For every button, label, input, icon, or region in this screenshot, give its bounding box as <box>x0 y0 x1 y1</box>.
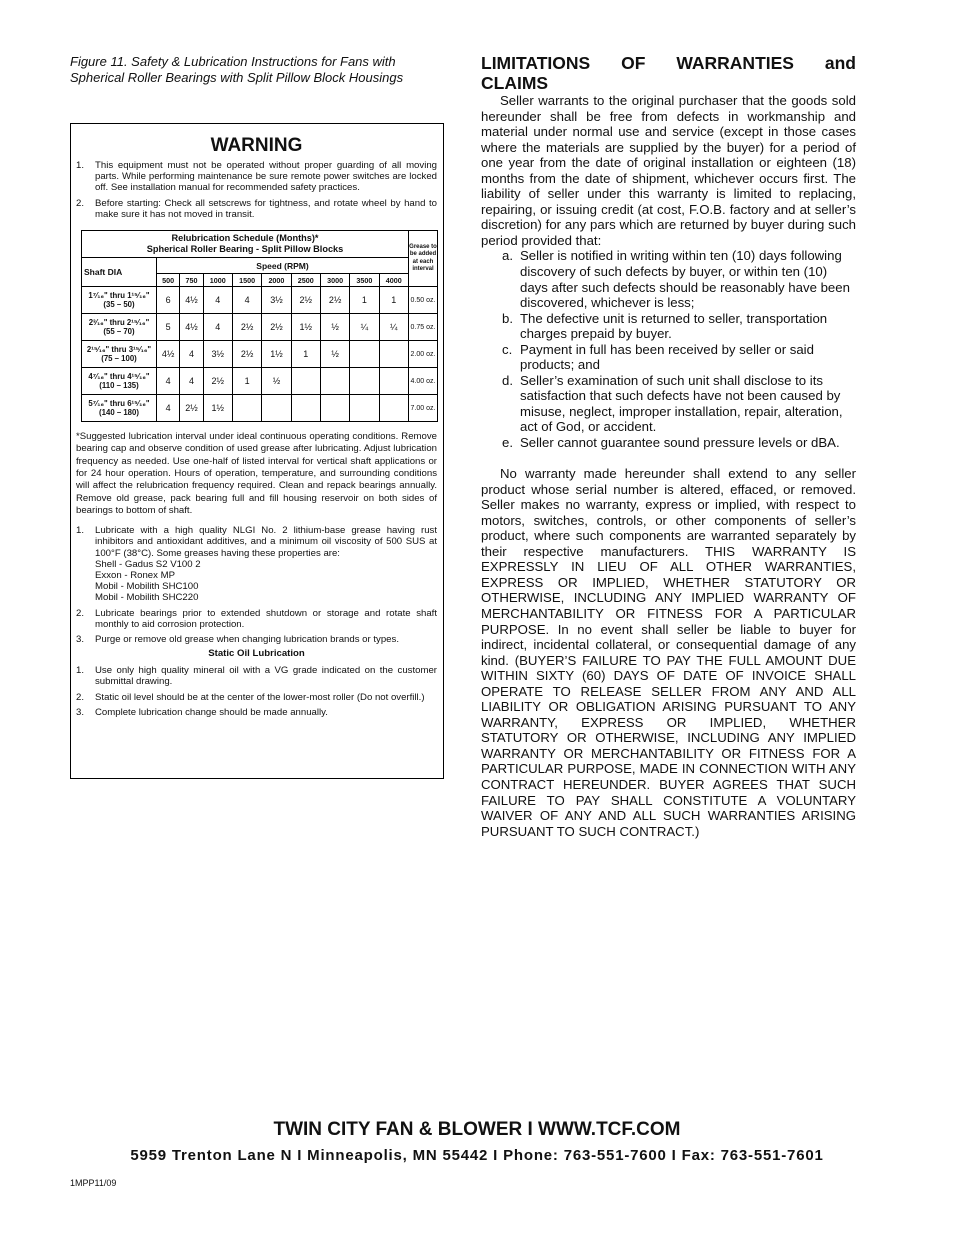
interval-cell: ¼ <box>350 314 379 341</box>
interval-cell: 2½ <box>262 314 291 341</box>
interval-cell <box>320 395 349 422</box>
warning-item: 2. Before starting: Check all setscrews for tightness, and rotate wheel by hand to make sure it has not moved in transit. <box>76 197 437 220</box>
interval-cell: 3½ <box>262 287 291 314</box>
grease-amount-cell: 4.00 oz. <box>409 368 438 395</box>
document-code: 1MPP11/09 <box>70 1178 117 1188</box>
rpm-cell: 750 <box>180 274 203 287</box>
interval-cell: 3½ <box>203 341 232 368</box>
table-row <box>82 314 438 341</box>
rpm-cell: 1500 <box>232 274 261 287</box>
shaft-dia-cell: 4⁷⁄₁₆" thru 4¹⁵⁄₁₆" (110 – 135) <box>82 368 157 395</box>
interval-cell: 4 <box>180 341 203 368</box>
footer-company: TWIN CITY FAN & BLOWER I WWW.TCF.COM <box>273 1119 681 1140</box>
shaft-dia-header: Shaft DIA <box>82 258 157 287</box>
interval-cell <box>350 395 379 422</box>
interval-cell: 1½ <box>203 395 232 422</box>
grease-header: Grease to be added at each interval <box>409 231 438 287</box>
interval-cell: ¼ <box>379 314 408 341</box>
limitations-section <box>481 53 856 839</box>
interval-cell: 4½ <box>180 314 203 341</box>
static-oil-list <box>76 665 437 718</box>
interval-cell: 4½ <box>180 287 203 314</box>
interval-cell <box>320 368 349 395</box>
interval-cell <box>350 341 379 368</box>
interval-cell: 1½ <box>262 341 291 368</box>
shaft-dia-cell: 2³⁄₁₆" thru 2¹⁵⁄₁₆" (55 – 70) <box>82 314 157 341</box>
rpm-cell: 2000 <box>262 274 291 287</box>
rpm-cell: 1000 <box>203 274 232 287</box>
interval-cell: 1½ <box>291 314 320 341</box>
rpm-cell: 3000 <box>320 274 349 287</box>
interval-cell: 4½ <box>157 341 180 368</box>
warning-item: 1. This equipment must not be operated without proper guarding of all moving parts. While performing maintenance be sure remote power switches are locked off. See installation manual for recommended safety practices. <box>76 160 437 194</box>
lube-item: 2. Lubricate bearings prior to extended shutdown or storage and rotate shaft monthly to aid corrosion protection. <box>76 607 437 630</box>
interval-cell: 5 <box>157 314 180 341</box>
rpm-cell: 3500 <box>350 274 379 287</box>
relubrication-table <box>81 230 438 422</box>
grease-amount-cell: 2.00 oz. <box>409 341 438 368</box>
condition-item: b. The defective unit is returned to seller, transportation charges prepaid by buyer. <box>502 310 828 342</box>
warranty-conditions <box>502 248 856 450</box>
table-row <box>82 341 438 368</box>
interval-cell: 2½ <box>320 287 349 314</box>
limitations-title: LIMITATIONS OF WARRANTIES and CLAIMS <box>481 53 856 93</box>
grease-amount-cell: 7.00 oz. <box>409 395 438 422</box>
static-oil-item: 3. Complete lubrication change should be made annually. <box>76 706 328 718</box>
condition-item: e. Seller cannot guarantee sound pressure levels or dBA. <box>502 435 840 451</box>
interval-cell: 1 <box>350 287 379 314</box>
warning-title: WARNING <box>210 135 303 156</box>
interval-cell: 4 <box>157 368 180 395</box>
static-oil-heading: Static Oil Lubrication <box>208 648 305 660</box>
shaft-dia-cell: 5⁷⁄₁₆" thru 6¹⁵⁄₁₆" (140 – 180) <box>82 395 157 422</box>
warranty-disclaimer: No warranty made hereunder shall extend to any seller product whose serial number is altered, effaced, or removed. Seller makes no warranty, express or implied, with respect to motors, switches, controls, or other components of seller’s product, where such components are warranted separately by their respective manufacturers. THIS WARRANTY IS EXPRESSLY IN LIEU OF ALL OTHER WARRANTIES, EXPRESS OR IMPLIED, WHETHER STATUTORY OR OTHERWISE, INCLUDING ANY IMPLIED WARRANTY OF MERCHANTABILITY OR FITNESS FOR A PARTICULAR PURPOSE. In no event shall seller be liable to buyer for indirect, incidental collateral, or consequential damage of any kind. (BUYER’S FAILURE TO PAY THE FULL AMOUNT DUE WITHIN SIXTY (60) DAYS OF DATE OF INVOICE SHALL OPERATE TO RELEASE SELLER FROM ANY AND ALL LIABILITY OR OBLIGATION ARISING PURSUANT TO ANY WARRANTY, EXPRESS OR IMPLIED, WHETHER STATUTORY OR OTHERWISE, INCLUDING ANY IMPLIED WARRANTY OR MERCHANTABILITY OR FITNESS FOR A PARTICULAR PURPOSE, MADE IN CONNECTION WITH ANY CONTRACT HEREUNDER. BUYER AGREES THAT SUCH FAILURE TO PAY SHALL CONSTITUTE A VOLUNTARY WAIVER OF ANY AND ALL SUCH WARRANTIES ARISING PURSUANT TO SUCH CONTRACT.) <box>481 466 856 839</box>
interval-cell: 2½ <box>232 341 261 368</box>
interval-cell: 4 <box>232 287 261 314</box>
warning-box <box>70 123 444 779</box>
interval-cell <box>232 395 261 422</box>
interval-cell: 4 <box>203 287 232 314</box>
table-row <box>82 395 438 422</box>
figure-caption: Figure 11. Safety & Lubrication Instructions for Fans with Spherical Roller Bearings with Split Pillow Block Housings <box>70 54 404 85</box>
interval-cell: 4 <box>203 314 232 341</box>
interval-cell <box>379 341 408 368</box>
table-title: Relubrication Schedule (Months)* Spherical Roller Bearing - Split Pillow Blocks <box>82 231 409 258</box>
table-row <box>82 287 438 314</box>
shaft-dia-cell: 2¹⁵⁄₁₆" thru 3¹⁵⁄₁₆" (75 – 100) <box>82 341 157 368</box>
interval-cell <box>262 395 291 422</box>
table-row <box>82 368 438 395</box>
static-oil-item: 2. Static oil level should be at the center of the lower-most roller (Do not overfill.) <box>76 691 425 703</box>
lube-item: 1. Lubricate with a high quality NLGI No. 2 lithium-base grease having rust inhibitors and antioxidant additives, and a minimum oil viscosity of 500 SUS at 100°F (38°C). Some greases having these properties are: Shell - Gadus S2 V100 2 Exxon - Ronex MP Mobil - Mobilith SHC100 Mobil - Mobilith SHC220 <box>76 525 437 604</box>
shaft-dia-cell: 1⁷⁄₁₆" thru 1¹⁵⁄₁₆" (35 – 50) <box>82 287 157 314</box>
rpm-cell: 4000 <box>379 274 408 287</box>
rpm-cell: 500 <box>157 274 180 287</box>
interval-cell: ½ <box>320 314 349 341</box>
interval-cell <box>291 368 320 395</box>
grease-list: Shell - Gadus S2 V100 2 Exxon - Ronex MP Mobil - Mobilith SHC100 Mobil - Mobilith SHC220 <box>95 558 201 604</box>
lube-item: 3. Purge or remove old grease when changing lubrication brands or types. <box>76 633 399 645</box>
condition-item: d. Seller’s examination of such unit shall disclose to its satisfaction that such defects have not been caused by misuse, neglect, improper installation, repair, alteration, act of God, or accident. <box>502 372 843 435</box>
static-oil-item: 1. Use only high quality mineral oil with a VG grade indicated on the customer submittal drawing. <box>76 665 437 688</box>
interval-cell <box>379 395 408 422</box>
grease-amount-cell: 0.50 oz. <box>409 287 438 314</box>
interval-cell: ½ <box>262 368 291 395</box>
warranty-intro: Seller warrants to the original purchaser that the goods sold hereunder shall be free from defects in workmanship and material under normal use and service (except in those cases where the materials are supplied by the buyer) for a period of one year from the date of original installation or eighteen (18) months from the date of shipment, whichever occurs first. The liability of seller under this warranty is limited to replacing, repairing, or issuing credit (at cost, F.O.B. factory and at seller’s discretion) for any pars which are returned by buyer during such period provided that: <box>481 93 856 248</box>
interval-cell: 2½ <box>180 395 203 422</box>
condition-item: a. Seller is notified in writing within ten (10) days following discovery of such defects by buyer, or within ten (10) days after such defects should be reasonably have been discovered, whichever is less; <box>502 248 850 311</box>
interval-cell <box>350 368 379 395</box>
interval-cell: 1 <box>291 341 320 368</box>
interval-cell: 1 <box>379 287 408 314</box>
interval-cell: ½ <box>320 341 349 368</box>
condition-item: c. Payment in full has been received by seller or said products; and <box>502 341 814 373</box>
interval-cell: 4 <box>157 395 180 422</box>
warning-list <box>76 160 437 220</box>
interval-cell: 1 <box>232 368 261 395</box>
footnote: *Suggested lubrication interval under ideal continuous operating conditions. Remove bearing cap and observe condition of used grease after lubricating. Adjust lubrication frequency as needed. Use one-half of listed interval for vertical shaft applications or for 24 hour operation. Hours of operation, temperature, and surrounding conditions will affect the relubrication frequency required. Clean and repack bearings annually. Remove old grease, pack bearing full and fill housing reservoir on both sides of bearings to bottom of shaft. <box>76 431 437 516</box>
interval-cell <box>379 368 408 395</box>
lubrication-list <box>76 525 437 645</box>
grease-amount-cell: 0.75 oz. <box>409 314 438 341</box>
interval-cell: 4 <box>180 368 203 395</box>
interval-cell: 6 <box>157 287 180 314</box>
interval-cell: 2½ <box>203 368 232 395</box>
footer-address: 5959 Trenton Lane N I Minneapolis, MN 55442 I Phone: 763-551-7600 I Fax: 763-551-7601 <box>130 1147 824 1164</box>
speed-header: Speed (RPM) <box>157 258 409 274</box>
rpm-cell: 2500 <box>291 274 320 287</box>
interval-cell: 2½ <box>232 314 261 341</box>
interval-cell: 2½ <box>291 287 320 314</box>
interval-cell <box>291 395 320 422</box>
